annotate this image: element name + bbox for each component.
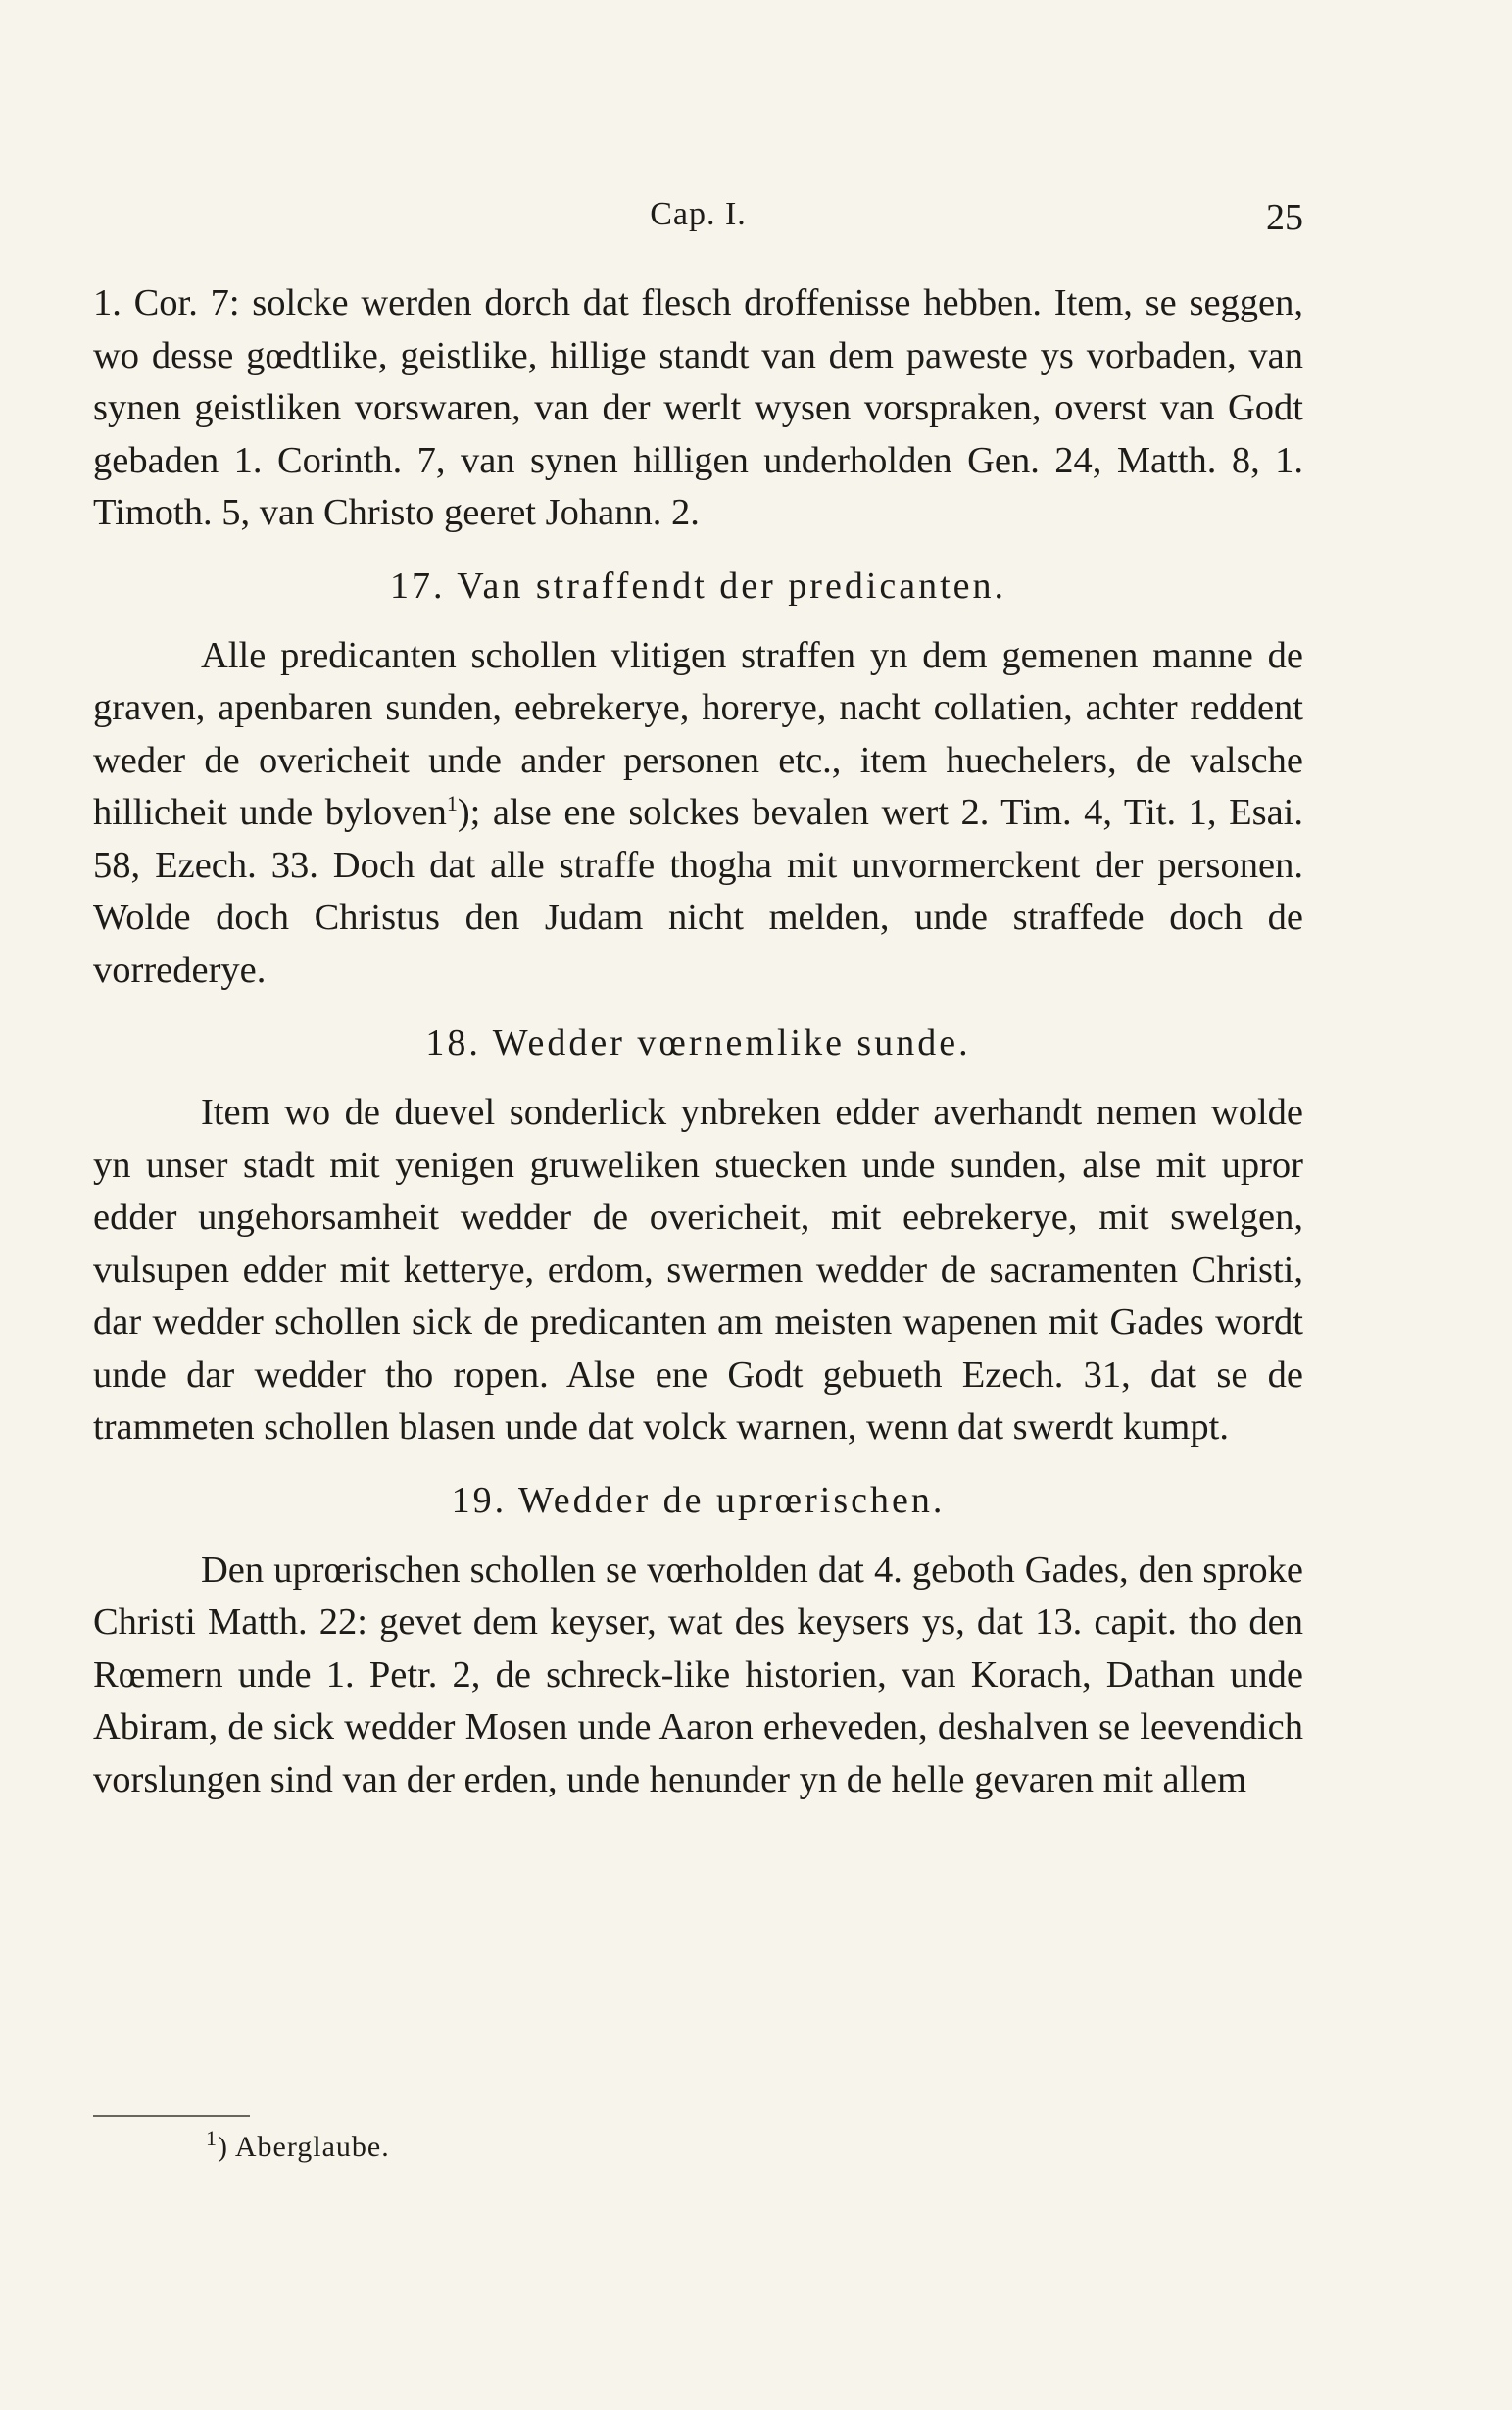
section-heading-17: 17. Van straffendt der predicanten. bbox=[389, 565, 1007, 607]
paragraph-continuation: 1. Cor. 7: solcke werden dorch dat flesch droffenisse hebben. Item, se seggen, wo desse gœdtlike, geistlike, hillige standt van dem paweste ys vorbaden, van synen geistliken vorswaren, van der werlt wysen vorspraken, overst van Godt gebaden 1. Corinth. 7, van synen hilligen underholden Gen. 24, Matth. 8, 1. Timoth. 5, van Christo geeret Johann. 2. bbox=[93, 282, 1303, 533]
footnote-reference: 1 bbox=[446, 791, 458, 816]
paragraph-17 bbox=[93, 630, 1303, 998]
footnote-rule bbox=[93, 2115, 250, 2117]
paragraph-17-text-b: ); alse ene solckes bevalen wert 2. Tim. 4, Tit. 1, Esai. 58, Ezech. 33. Doch dat alle straffe thogha mit unvormerckent der personen. Wolde doch Christus den Judam nicht melden, unde straffede doch de vorrederye. bbox=[93, 792, 1303, 991]
section-heading-18: 18. Wedder vœrnemlike sunde. bbox=[425, 1022, 971, 1063]
running-head: Cap. I. bbox=[650, 196, 747, 232]
section-heading-19: 19. Wedder de uprœrischen. bbox=[451, 1479, 946, 1521]
page-header bbox=[93, 196, 1303, 245]
paragraph-17-text-a: Alle predicanten schollen vlitigen straffen yn dem gemenen manne de graven, apenbaren sunden, eebrekerye, horerye, nacht collatien, achter reddent weder de overicheit unde ander personen etc., item huechelers, de valsche hillicheit unde byloven bbox=[93, 634, 1303, 833]
paragraph-18: Item wo de duevel sonderlick ynbreken edder averhandt nemen wolde yn unser stadt mit yenigen gruweliken stuecken unde sunden, alse mit upror edder ungehorsamheit wedder de overicheit, mit eebrekerye, mit swelgen, vulsupen edder mit ketterye, erdom, swermen wedder de sacramenten Christi, dar wedder schollen sick de predicanten am meisten wapenen mit Gades wordt unde dar wedder tho ropen. Alse ene Godt gebueth Ezech. 31, dat se de trammeten schollen blasen unde dat volck warnen, wenn dat swerdt kumpt. bbox=[93, 1092, 1303, 1448]
paragraph-19: Den uprœrischen schollen se vœrholden dat 4. geboth Gades, den sproke Christi Matth. 22: gevet dem keyser, wat des keysers ys, dat 13. capit. tho den Rœmern unde 1. Petr. 2, de schreck-like historien, van Korach, Dathan unde Abiram, de sick wedder Mosen unde Aaron erheveden, deshalven se leevendich vorslungen sind van der erden, unde henunder yn de helle gevaren mit allem bbox=[93, 1549, 1303, 1800]
footnote bbox=[93, 2126, 1303, 2164]
footnote-marker: 1 bbox=[206, 2126, 218, 2150]
body-text bbox=[93, 277, 1303, 1806]
page-number: 25 bbox=[1266, 197, 1303, 238]
footnote-text: ) Aberglaube. bbox=[218, 2131, 390, 2163]
footnote-area bbox=[93, 2115, 1303, 2164]
